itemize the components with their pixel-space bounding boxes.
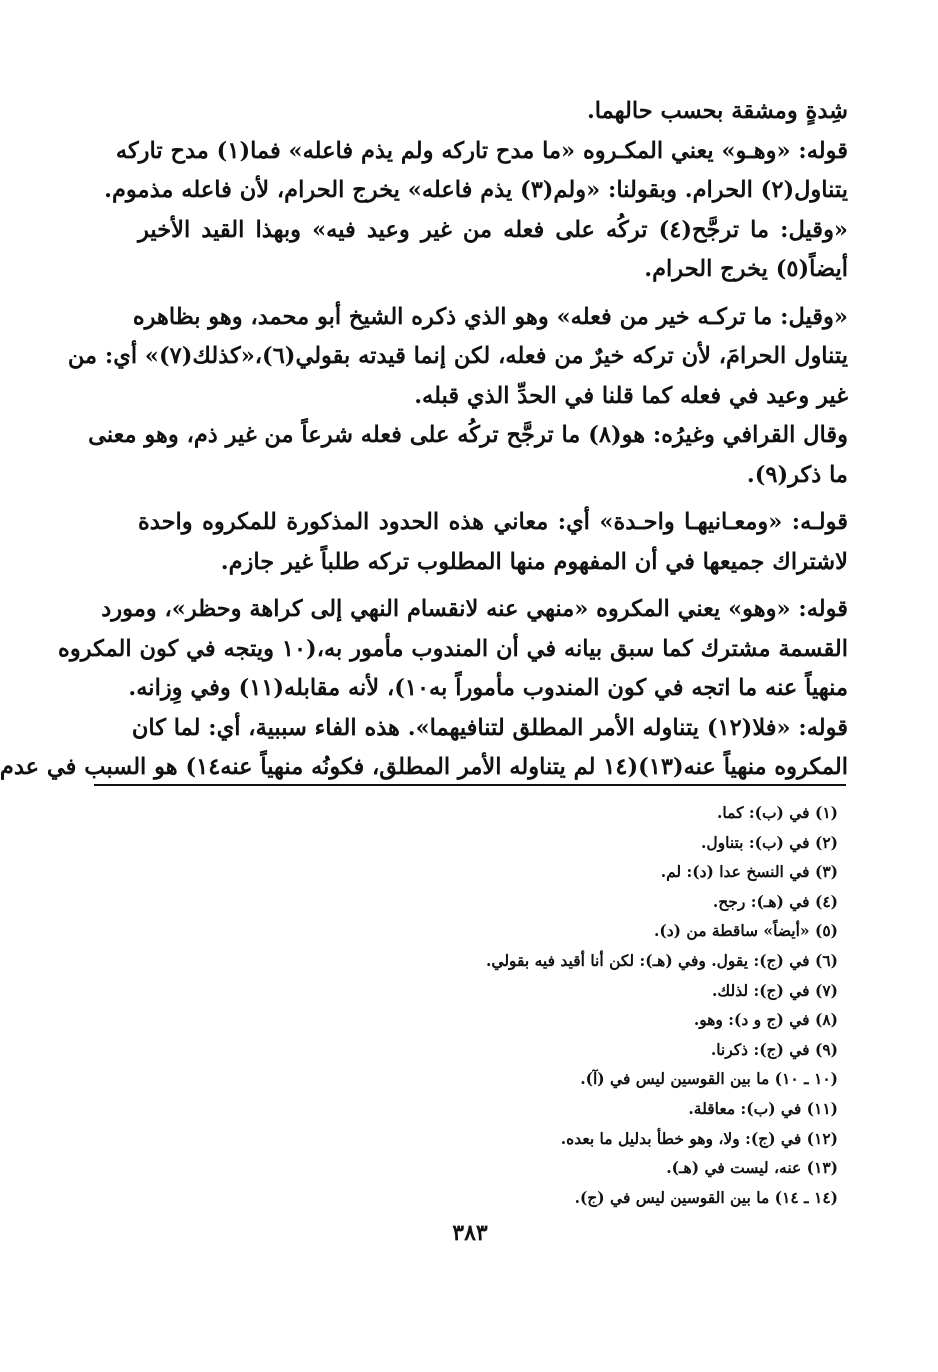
text-line: قولـه: «ومعـانيهـا واحـدة» أي: معاني هذه الحدود المذكورة للمكروه واحدة — [138, 509, 848, 535]
text-line: قوله: «وهـو» يعني المكـروه «ما مدح تاركه ولم يذم فاعله» فما(١) مدح تاركه — [115, 137, 848, 164]
text-line: قوله: «فلا(١٢) يتناوله الأمر المطلق لتنافيهما». هذه الفاء سببية، أي: لما كان — [131, 714, 848, 741]
footnote-4: (٤) في (هـ): رجح. — [712, 891, 838, 911]
text-line: منهياً عنه ما اتجه في كون المندوب مأموراً به١٠)، لأنه مقابله(١١) وفي وِزانه. — [128, 675, 848, 701]
text-line: لاشتراك جميعها في أن المفهوم منها المطلوب تركه طلباً غير جازم. — [220, 548, 848, 575]
text-line: القسمة مشترك كما سبق بيانه في أن المندوب مأمور به،(١٠ ويتجه في كون المكروه — [58, 635, 848, 662]
footnote-11: (١١) في (ب): معاقلة. — [688, 1098, 838, 1118]
text-line: شِدةٍ ومشقة بحسب حالهما. — [586, 98, 848, 124]
footnote-10: (١٠ ـ ١٠) ما بين القوسين ليس في (آ). — [580, 1069, 838, 1089]
footnote-8: (٨) في (ج و د): وهو. — [693, 1010, 838, 1030]
footnote-12: (١٢) في (ج): ولا، وهو خطأ بدليل ما بعده. — [560, 1128, 838, 1148]
footnote-7: (٧) في (ج): لذلك. — [712, 980, 838, 1000]
footnote-5: (٥) «أيضاً» ساقطة من (د). — [654, 921, 838, 941]
main-text — [0, 92, 848, 788]
text-line: ما ذكر(٩). — [746, 461, 848, 488]
page-number: ٣٨٣ — [452, 1220, 488, 1246]
footnotes — [138, 798, 838, 1212]
text-line: أيضاً(٥) يخرج الحرام. — [644, 256, 848, 282]
footnote-divider — [94, 784, 846, 786]
book-page — [2, 0, 938, 1372]
text-line: قوله: «وهو» يعني المكروه «منهي عنه لانقسام النهي إلى كراهة وحظر»، ومورد — [101, 596, 848, 622]
text-line: يتناول(٢) الحرام. وبقولنا: «ولم(٣) يذم فاعله» يخرج الحرام، لأن فاعله مذموم. — [104, 177, 848, 203]
footnote-3: (٣) في النسخ عدا (د): لم. — [660, 862, 838, 882]
text-line: وقال القرافي وغيرُه: هو(٨) ما ترجَّح تركُه على فعله شرعاً من غير ذم، وهو معنى — [88, 422, 848, 448]
text-line: غير وعيد في فعله كما قلنا في الحدِّ الذي قبله. — [414, 382, 848, 409]
footnote-2: (٢) في (ب): بتناول. — [700, 832, 838, 852]
text-line: «وقيل: ما ترجَّح(٤) تركُه على فعله من غير وعيد فيه» وبهذا القيد الأخير — [138, 216, 848, 243]
footnote-1: (١) في (ب): كما. — [717, 803, 838, 822]
text-line: المكروه منهياً عنه(١٣)(١٤ لم يتناوله الأمر المطلق، فكونُه منهياً عنه١٤) هو السبب في عدم — [0, 754, 848, 780]
footnote-13: (١٣) عنه، ليست في (هـ). — [666, 1158, 838, 1178]
footnote-9: (٩) في (ج): ذكرنا. — [710, 1039, 838, 1059]
footnote-6: (٦) في (ج): يقول. وفي (هـ): لكن أنا أقيد فيه بقولي. — [486, 950, 838, 970]
text-line: «وقيل: ما تركـه خير من فعله» وهو الذي ذكره الشيخ أبو محمد، وهو بظاهره — [132, 303, 848, 330]
text-line: يتناول الحرامَ، لأن تركه خيرٌ من فعله، لكن إنما قيدته بقولي(٦)،«كذلك(٧)» أي: من — [67, 343, 848, 369]
footnote-14: (١٤ ـ ١٤) ما بين القوسين ليس في (ج). — [574, 1187, 838, 1207]
